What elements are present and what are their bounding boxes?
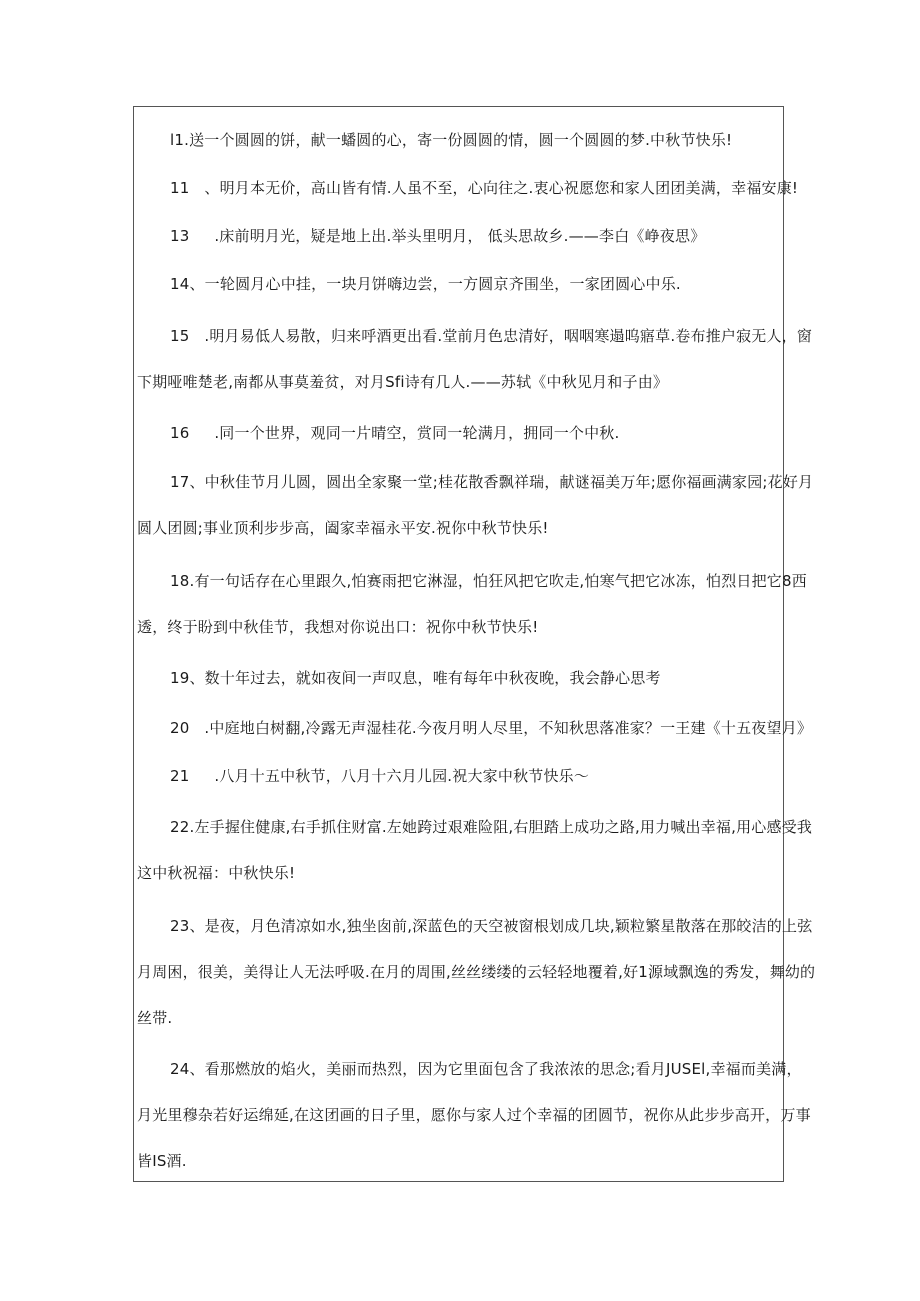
paragraph-19 — [170, 655, 780, 701]
text-line: 21 .八月十五中秋节，八月十六月儿园.祝大家中秋节快乐〜 — [170, 767, 590, 785]
text-line: 丝带. — [137, 1009, 173, 1027]
paragraph-23 — [137, 903, 816, 1041]
paragraph-15 — [137, 313, 813, 405]
text-line: 这中秋祝福：中秋快乐! — [137, 864, 296, 882]
text-line: 14、一轮圆月心中挂，一块月饼嗨边尝，一方圆京齐围坐，一家团圆心中乐. — [170, 275, 681, 293]
text-line: 透，终于盼到中秋佳节，我想对你说出口：祝你中秋节快乐! — [137, 618, 539, 636]
text-line: 20 .中庭地白树翻,冷露无声湿桂花.今夜月明人尽里，不知秋思落准家？一王建《十五夜望月》 — [170, 719, 813, 737]
text-line: 22.左手握住健康,右手抓住财富.左她跨过艰难险阻,右胆踏上成功之路,用力喊出幸福,用心感受我 — [170, 818, 813, 836]
text-line: 11 、明月本无价，高山皆有情.人虽不至，心向往之.衷心祝愿您和家人团团美满，幸福安康! — [170, 179, 799, 197]
paragraph-20 — [170, 705, 813, 751]
paragraph-24 — [137, 1046, 811, 1184]
text-line: 16 .同一个世界，观同一片晴空，赏同一轮满月，拥同一个中秋. — [170, 424, 620, 442]
text-line: 19、数十年过去，就如夜间一声叹息，唯有每年中秋夜晚，我会静心思考 — [170, 669, 661, 687]
paragraph-14 — [170, 261, 780, 307]
text-line: 月光里穆杂若好运绵延,在这团画的日子里，愿你与家人过个幸福的团圆节，祝你从此步步高开，万事 — [137, 1106, 811, 1124]
text-line: l1.送一个圆圆的饼，献一蟠圆的心，寄一份圆圆的情，圆一个圆圆的梦.中秋节快乐! — [170, 131, 733, 149]
paragraph-21 — [170, 753, 780, 799]
text-line: 皆IS酒. — [137, 1152, 187, 1170]
paragraph-17 — [137, 459, 814, 551]
paragraph-22 — [137, 804, 813, 896]
paragraph-18 — [137, 558, 807, 650]
text-line: 13 .床前明月光，疑是地上出.举头里明月， 低头思故乡.——李白《峥夜思》 — [170, 227, 706, 245]
text-line: 15 .明月易低人易散，归来呼酒更出看.堂前月色忠清好，咽咽寒遢呜寤草.卷布推户寂无人，窗 — [170, 327, 813, 345]
paragraph-16 — [170, 410, 780, 456]
text-line: 下期哑唯楚老,南都从事莫羞贫，对月Sfi诗有几人.——苏轼《中秋见月和子由》 — [137, 373, 669, 391]
paragraph-13 — [170, 213, 780, 259]
text-line: 23、是夜，月色清凉如水,独坐囱前,深蓝色的天空被窗根划成几块,颖粒繁星散落在那皎洁的上弦 — [170, 917, 813, 935]
paragraph-11 — [170, 165, 799, 211]
text-line: 24、看那燃放的焰火，美丽而热烈，因为它里面包含了我浓浓的思念;看月JUSEl,幸福而美满， — [170, 1060, 802, 1078]
paragraph-1 — [170, 117, 780, 163]
text-line: 17、中秋佳节月儿圆，圆出全家聚一堂;桂花散香飘祥瑞，献谜福美万年;愿你福画满家园;花好月 — [170, 473, 814, 491]
text-line: 圆人团圆;事业顶利步步高，阖家幸福永平安.祝你中秋节快乐! — [137, 519, 549, 537]
text-line: 18.有一句话存在心里跟久,怕赛雨把它淋湿，怕狂风把它吹走,怕寒气把它冰冻，怕烈日把它8西 — [170, 572, 807, 590]
text-line: 月周困，很美，美得让人无法呼吸.在月的周围,丝丝缕缕的云轻轻地覆着,好1源域飘逸的秀发，舞幼的 — [137, 963, 816, 981]
